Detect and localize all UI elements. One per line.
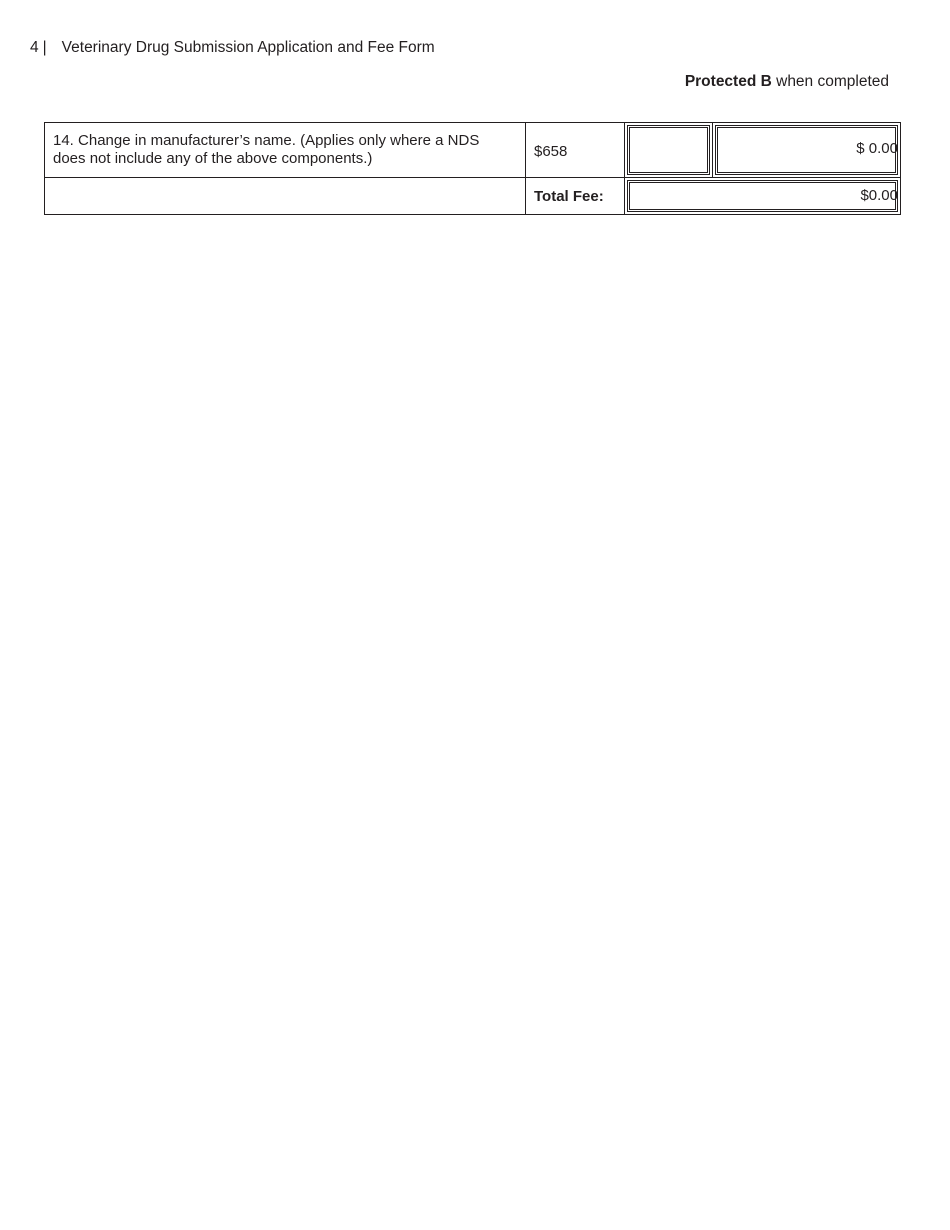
item-quantity-cell bbox=[625, 123, 713, 178]
total-fee-field bbox=[627, 180, 898, 212]
item-amount: $ 0.00 bbox=[856, 140, 898, 157]
item-description bbox=[45, 132, 525, 168]
quantity-field[interactable] bbox=[627, 125, 710, 175]
total-fee-label: Total Fee: bbox=[534, 187, 604, 205]
item-description-line: does not include any of the above components.) bbox=[53, 150, 373, 167]
item-description-line: 14. Change in manufacturer’s name. (Applies only where a NDS bbox=[53, 132, 480, 149]
total-label-cell bbox=[526, 178, 625, 215]
item-price-cell bbox=[526, 123, 625, 178]
table-row bbox=[45, 123, 901, 178]
total-blank-cell bbox=[45, 178, 526, 215]
protected-suffix: when completed bbox=[771, 73, 889, 90]
protected-level: Protected B bbox=[684, 73, 772, 90]
item-price: $658 bbox=[534, 142, 568, 160]
page-number: 4 bbox=[30, 39, 39, 56]
page-header bbox=[30, 39, 435, 57]
header-separator: | bbox=[42, 39, 47, 56]
protected-classification bbox=[685, 73, 889, 91]
document-title: Veterinary Drug Submission Application and Fee Form bbox=[61, 39, 435, 56]
total-value-cell bbox=[625, 178, 901, 215]
item-amount-cell bbox=[713, 123, 901, 178]
item-description-cell bbox=[45, 123, 526, 178]
fee-table bbox=[44, 122, 901, 215]
table-row bbox=[45, 178, 901, 215]
total-fee-value: $0.00 bbox=[860, 187, 898, 204]
